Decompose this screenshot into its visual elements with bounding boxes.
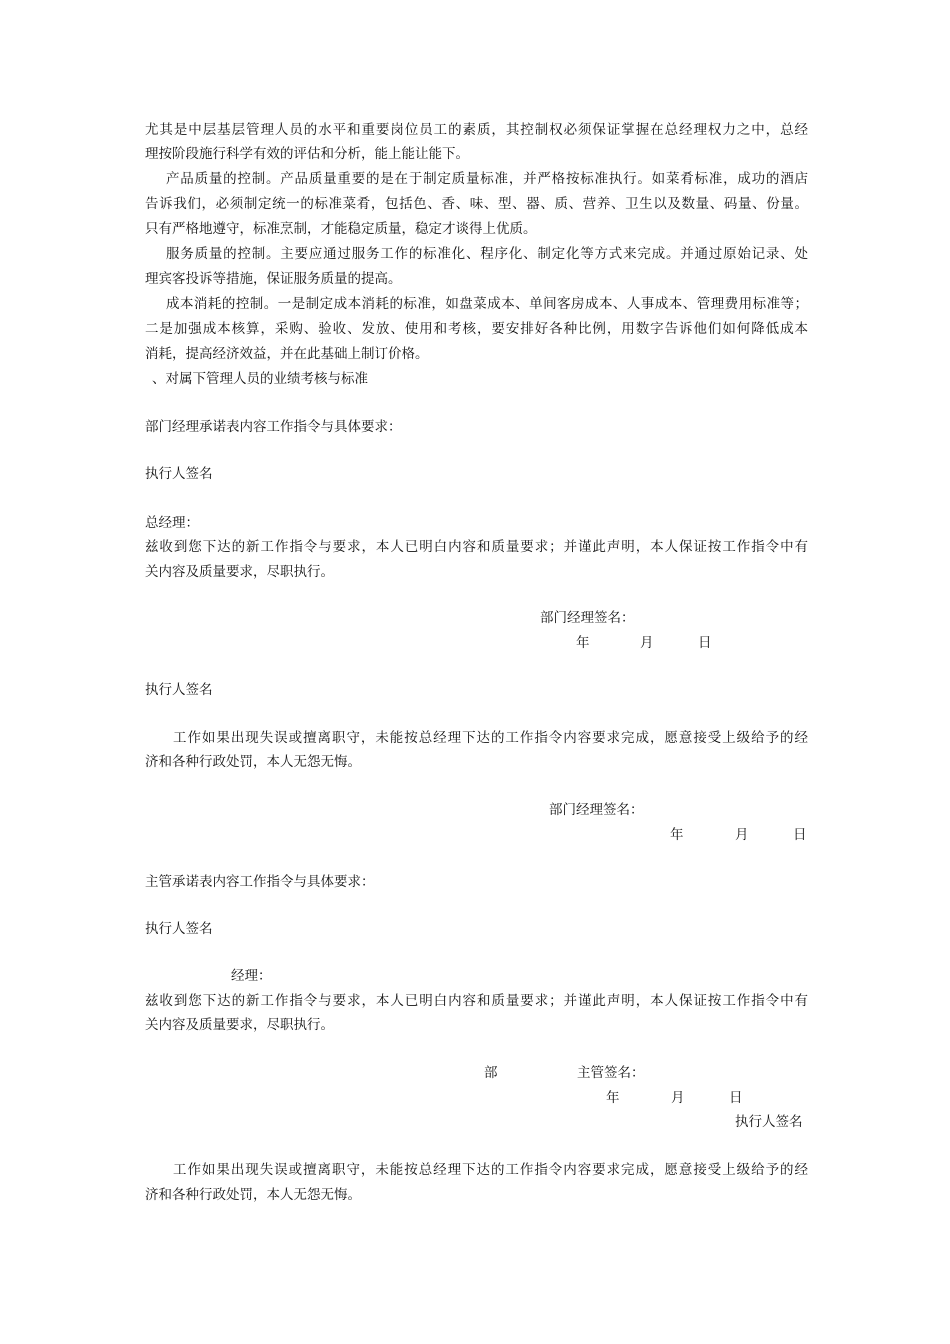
section-heading: 、对属下管理人员的业绩考核与标准: [152, 371, 368, 387]
section1-date-day: 日: [698, 635, 712, 651]
section1-statement-line-1: 兹收到您下达的新工作指令与要求，本人已明白内容和质量要求；并谨此声明，本人保证按工作指令中有: [145, 539, 808, 555]
section2-supervisor-signature: 主管签名：: [577, 1065, 645, 1081]
paragraph-1-line-2: 理按阶段施行科学有效的评估和分析，能上能让能下。: [145, 146, 469, 162]
section1-date-year: 年: [576, 635, 590, 651]
section1-date2-month: 月: [735, 827, 749, 843]
section2-title: 主管承诺表内容工作指令与具体要求：: [145, 874, 375, 890]
section2-date-day: 日: [729, 1090, 743, 1106]
section2-penalty-line-2: 济和各种行政处罚，本人无怨无悔。: [145, 1187, 361, 1203]
paragraph-4-line-1: 成本消耗的控制。一是制定成本消耗的标准，如盘菜成本、单间客房成本、人事成本、管理费用标准等；: [166, 296, 808, 312]
paragraph-1-line-1: 尤其是中层基层管理人员的水平和重要岗位员工的素质，其控制权必须保证掌握在总经理权力之中，总经: [145, 122, 808, 138]
section1-statement-line-2: 关内容及质量要求，尽职执行。: [145, 564, 334, 580]
section2-executor-signature-1: 执行人签名: [145, 921, 213, 937]
section1-date2-year: 年: [670, 827, 684, 843]
section2-penalty-line-1: 工作如果出现失误或擅离职守，未能按总经理下达的工作指令内容要求完成，愿意接受上级给予的经: [173, 1162, 808, 1178]
section1-executor-signature-1: 执行人签名: [145, 466, 213, 482]
section1-manager-signature: 部门经理签名：: [540, 610, 635, 626]
paragraph-2-line-3: 只有严格地遵守，标准烹制，才能稳定质量，稳定才谈得上优质。: [145, 221, 537, 237]
paragraph-3-line-1: 服务质量的控制。主要应通过服务工作的标准化、程序化、制定化等方式来完成。并通过原始记录、处: [166, 246, 808, 262]
section2-executor-signature-2: 执行人签名: [735, 1114, 803, 1130]
section1-penalty-line-2: 济和各种行政处罚，本人无怨无悔。: [145, 754, 361, 770]
paragraph-4-line-2: 二是加强成本核算，采购、验收、发放、使用和考核，要安排好各种比例，用数字告诉他们如何降低成本: [145, 321, 808, 337]
paragraph-2-line-2: 告诉我们，必须制定统一的标准菜肴，包括色、香、味、型、器、质、营养、卫生以及数量、码量、份量。: [145, 196, 808, 212]
section1-addressee: 总经理：: [145, 515, 199, 531]
section1-date2-day: 日: [793, 827, 807, 843]
paragraph-2-line-1: 产品质量的控制。产品质量重要的是在于制定质量标准，并严格按标准执行。如菜肴标准，成功的酒店: [166, 171, 808, 187]
section1-penalty-line-1: 工作如果出现失误或擅离职守，未能按总经理下达的工作指令内容要求完成，愿意接受上级给予的经: [173, 730, 808, 746]
section2-statement-line-1: 兹收到您下达的新工作指令与要求，本人已明白内容和质量要求；并谨此声明，本人保证按工作指令中有: [145, 993, 808, 1009]
section1-manager-signature-2: 部门经理签名：: [549, 802, 644, 818]
section2-date-year: 年: [606, 1090, 620, 1106]
section2-dept-label: 部: [484, 1065, 498, 1081]
paragraph-4-line-3: 消耗，提高经济效益，并在此基础上制订价格。: [145, 346, 429, 362]
section1-date-month: 月: [640, 635, 654, 651]
section1-title: 部门经理承诺表内容工作指令与具体要求：: [145, 419, 402, 435]
paragraph-3-line-2: 理宾客投诉等措施，保证服务质量的提高。: [145, 271, 402, 287]
section2-date-month: 月: [671, 1090, 685, 1106]
section1-executor-signature-2: 执行人签名: [145, 682, 213, 698]
section2-addressee: 经理：: [231, 968, 272, 984]
section2-statement-line-2: 关内容及质量要求，尽职执行。: [145, 1017, 334, 1033]
